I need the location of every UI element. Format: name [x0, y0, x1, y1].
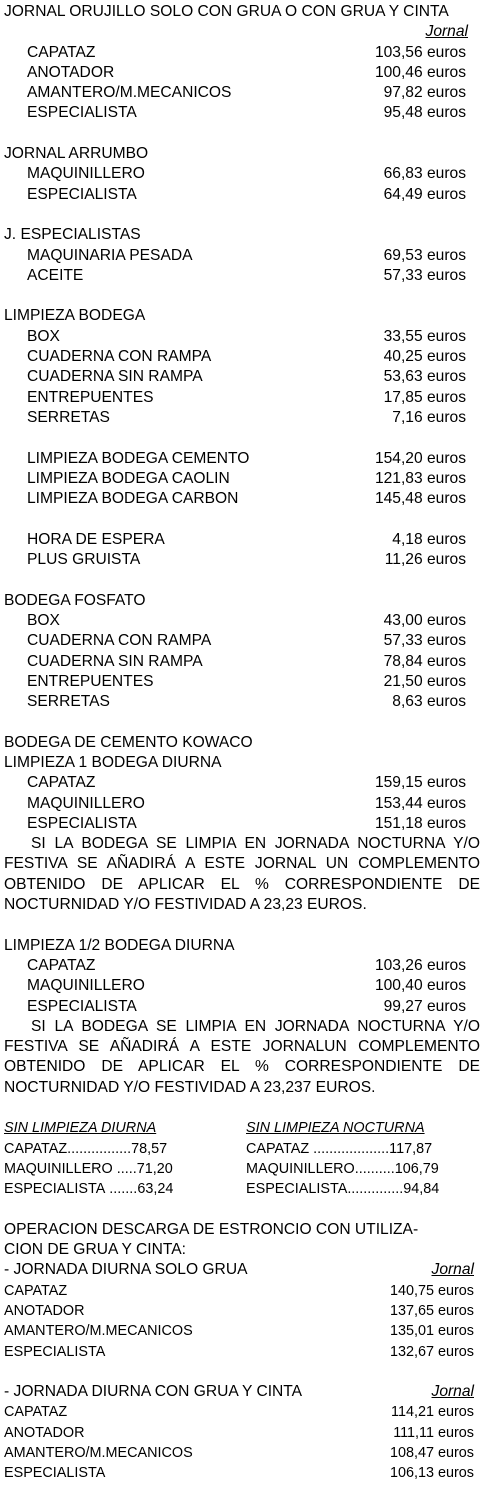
list-item	[0, 469, 488, 489]
list-item	[4, 1179, 246, 1199]
item-value: 145,48 euros	[374, 490, 466, 508]
list-item	[0, 449, 488, 469]
kowaco2-note-text: SI LA BODEGA SE LIMPIA EN JORNADA NOCTURNA Y/O FESTIVA SE AÑADIRÁ A ESTE JORNALUN COMPLEMENTO OBTENIDO DE APLICAR EL % CORRESPONDIENTE DE NOCTURNIDAD Y/O FESTIVIDAD A 23,237 EUROS.	[4, 1017, 480, 1096]
item-value: 95,48 euros	[383, 104, 466, 122]
spacer	[0, 1200, 488, 1220]
list-item	[0, 266, 488, 286]
item-value: 57,33 euros	[383, 266, 466, 284]
item-value: 7,16 euros	[392, 408, 466, 426]
item-value: 99,27 euros	[383, 997, 466, 1015]
item-label: CUADERNA CON RAMPA	[27, 632, 212, 650]
spacer	[0, 712, 488, 732]
list-item	[0, 794, 488, 814]
item-value: 100,40 euros	[374, 977, 466, 995]
item-value: 103,56 euros	[374, 43, 466, 61]
list-item	[0, 530, 488, 550]
limpieza-list	[0, 327, 488, 428]
list-item	[0, 388, 488, 408]
item-value: 135,01 euros	[389, 1323, 474, 1340]
item-label: ANOTADOR	[4, 1424, 85, 1441]
item-label: ESPECIALISTA	[27, 185, 137, 203]
item-label: CAPATAZ	[27, 956, 96, 974]
estroncio-cinta-header	[0, 1382, 488, 1402]
leader-dots: ..............	[347, 1181, 404, 1198]
item-label: MAQUINILLERO	[246, 1160, 355, 1177]
item-value: 106,13 euros	[389, 1465, 474, 1482]
sin-limpieza-nocturna	[246, 1118, 488, 1199]
jornal-label: Jornal	[431, 1383, 474, 1401]
section-title-orujillo: JORNAL ORUJILLO SOLO CON GRUA O CON GRUA Y CINTA	[4, 3, 449, 20]
list-item	[0, 1402, 488, 1422]
kowaco2-list	[0, 956, 488, 1017]
item-label: CUADERNA CON RAMPA	[27, 348, 212, 366]
item-label: MAQUINILLERO	[4, 1160, 113, 1177]
item-label: PLUS GRUISTA	[27, 551, 141, 569]
item-value: 140,75 euros	[389, 1282, 474, 1299]
item-value: 21,50 euros	[383, 672, 466, 690]
item-label: CAPATAZ	[27, 774, 96, 792]
list-item	[0, 652, 488, 672]
item-label: SERRETAS	[27, 408, 110, 426]
item-label: CAPATAZ	[4, 1282, 68, 1299]
item-label: BOX	[27, 327, 60, 345]
list-item	[4, 1139, 246, 1159]
item-value: 8,63 euros	[392, 693, 466, 711]
list-item	[0, 63, 488, 83]
sin-limpieza-diurna-title: SIN LIMPIEZA DIURNA	[4, 1120, 157, 1137]
item-value: 111,11 euros	[393, 1424, 474, 1441]
item-value: 69,53 euros	[383, 246, 466, 264]
list-item	[0, 1301, 488, 1321]
list-item	[0, 997, 488, 1017]
item-value: 153,44 euros	[374, 794, 466, 812]
item-value: 66,83 euros	[383, 165, 466, 183]
list-item	[0, 1423, 488, 1443]
list-item	[0, 631, 488, 651]
spacer	[0, 1362, 488, 1382]
item-label: LIMPIEZA BODEGA CARBON	[27, 490, 239, 508]
item-label: MAQUINILLERO	[27, 165, 145, 183]
especialistas-list	[0, 246, 488, 287]
item-label: CAPATAZ	[27, 43, 96, 61]
list-item	[246, 1159, 488, 1179]
item-label: ESPECIALISTA	[246, 1181, 348, 1198]
list-item	[0, 773, 488, 793]
spacer	[0, 570, 488, 590]
item-label: ENTREPUENTES	[27, 388, 154, 406]
section-title-fosfato: BODEGA FOSFATO	[4, 591, 146, 609]
leader-dots: .....	[112, 1160, 137, 1177]
leader-dots: ................	[67, 1140, 132, 1157]
list-item	[0, 185, 488, 205]
estroncio-cinta-list	[0, 1402, 488, 1483]
jornal-label: Jornal	[431, 1261, 474, 1279]
list-item	[0, 976, 488, 996]
item-label: AMANTERO/M.MECANICOS	[27, 84, 232, 102]
item-value: 53,63 euros	[383, 368, 466, 386]
item-value: 108,47 euros	[389, 1445, 474, 1462]
item-label: ESPECIALISTA	[4, 1343, 106, 1360]
leader-dots: ...................	[309, 1140, 390, 1157]
list-item	[246, 1139, 488, 1159]
sin-limpieza-diurna	[4, 1118, 246, 1199]
item-value: 159,15 euros	[374, 774, 466, 792]
item-value: 137,65 euros	[389, 1303, 474, 1319]
leader-dots: ..........	[354, 1160, 395, 1177]
list-item	[0, 83, 488, 103]
item-label: LIMPIEZA BODEGA CEMENTO	[27, 449, 250, 467]
item-value: 63,24	[137, 1181, 174, 1198]
item-label: ESPECIALISTA	[4, 1465, 106, 1482]
list-item	[4, 1159, 246, 1179]
list-item	[0, 956, 488, 976]
item-value: 64,49 euros	[383, 185, 466, 203]
list-item	[0, 43, 488, 63]
list-item	[246, 1179, 488, 1199]
item-value: 11,26 euros	[384, 551, 466, 569]
leader-dots: .......	[105, 1181, 138, 1198]
estroncio-grua-list	[0, 1281, 488, 1362]
sin-limpieza-columns	[0, 1118, 488, 1199]
list-item	[0, 611, 488, 631]
estroncio-cinta-title: - JORNADA DIURNA CON GRUA Y CINTA	[4, 1383, 303, 1401]
item-value: 121,83 euros	[374, 469, 466, 487]
section-title-arrumbo: JORNAL ARRUMBO	[4, 145, 149, 163]
spacer	[0, 428, 488, 448]
jornal-label: Jornal	[425, 23, 468, 41]
orujillo-list	[0, 43, 488, 124]
estroncio-grua-title: - JORNADA DIURNA SOLO GRUA	[4, 1261, 248, 1279]
estroncio-grua-header	[0, 1260, 488, 1280]
item-label: ACEITE	[27, 266, 84, 284]
list-item	[0, 489, 488, 509]
list-item	[0, 814, 488, 834]
list-item	[0, 672, 488, 692]
item-label: SERRETAS	[27, 693, 110, 711]
section-title-especialistas: J. ESPECIALISTAS	[4, 226, 141, 244]
kowaco1-list	[0, 773, 488, 834]
list-item	[0, 1321, 488, 1341]
item-value: 78,84 euros	[383, 652, 466, 670]
item-label: CAPATAZ	[4, 1404, 68, 1421]
item-label: MAQUINILLERO	[27, 794, 145, 812]
item-label: LIMPIEZA BODEGA CAOLIN	[27, 469, 230, 487]
item-value: 154,20 euros	[374, 449, 466, 467]
item-label: ESPECIALISTA	[27, 814, 137, 832]
item-value: 151,18 euros	[374, 814, 466, 832]
fosfato-list	[0, 611, 488, 712]
list-item	[0, 367, 488, 387]
list-item	[0, 1443, 488, 1463]
list-item	[0, 103, 488, 123]
item-label: CAPATAZ	[4, 1140, 68, 1157]
section-title-estroncio-1: OPERACION DESCARGA DE ESTRONCIO CON UTILIZA-	[4, 1220, 419, 1238]
item-value: 43,00 euros	[383, 611, 466, 629]
item-label: ESPECIALISTA	[27, 997, 137, 1015]
section-title-kowaco: BODEGA DE CEMENTO KOWACO	[4, 733, 253, 751]
list-item	[0, 1281, 488, 1301]
section-title-estroncio-2: CION DE GRUA Y CINTA:	[4, 1241, 186, 1259]
kowaco1-note	[0, 834, 488, 915]
item-label: CUADERNA SIN RAMPA	[27, 368, 203, 386]
section-subtitle-kowaco-1: LIMPIEZA 1 BODEGA DIURNA	[4, 753, 222, 771]
section-subtitle-kowaco-2: LIMPIEZA 1/2 BODEGA DIURNA	[4, 936, 235, 954]
list-item	[0, 327, 488, 347]
item-value: 94,84	[403, 1181, 440, 1198]
list-item	[0, 692, 488, 712]
item-label: ESPECIALISTA	[4, 1181, 106, 1198]
item-value: 40,25 euros	[383, 348, 466, 366]
arrumbo-list	[0, 164, 488, 205]
item-value: 103,26 euros	[374, 956, 466, 974]
spacer	[0, 1098, 488, 1118]
spacer	[0, 205, 488, 225]
sin-nocturna-list	[246, 1139, 488, 1200]
item-label: ESPECIALISTA	[27, 104, 137, 122]
item-value: 117,87	[389, 1140, 433, 1157]
item-label: MAQUINILLERO	[27, 977, 145, 995]
item-value: 78,57	[131, 1140, 168, 1157]
list-item	[0, 408, 488, 428]
extras-list	[0, 530, 488, 571]
item-value: 100,46 euros	[374, 63, 466, 81]
spacer	[0, 124, 488, 144]
item-label: MAQUINARIA PESADA	[27, 246, 193, 264]
kowaco2-note	[0, 1017, 488, 1098]
item-value: 17,85 euros	[383, 388, 466, 406]
item-label: HORA DE ESPERA	[27, 530, 165, 548]
list-item	[0, 347, 488, 367]
item-label: ANOTADOR	[4, 1303, 85, 1319]
list-item	[0, 246, 488, 266]
list-item	[0, 1342, 488, 1362]
item-value: 106,79	[394, 1160, 439, 1177]
list-item	[0, 1463, 488, 1483]
item-value: 97,82 euros	[383, 84, 466, 102]
limpieza-tipos-list	[0, 449, 488, 510]
sin-limpieza-nocturna-title: SIN LIMPIEZA NOCTURNA	[246, 1120, 425, 1137]
spacer	[0, 286, 488, 306]
item-value: 4,18 euros	[392, 530, 466, 548]
list-item	[0, 164, 488, 184]
item-value: 132,67 euros	[389, 1343, 474, 1360]
spacer	[0, 915, 488, 935]
kowaco1-note-text: SI LA BODEGA SE LIMPIA EN JORNADA NOCTURNA Y/O FESTIVA SE AÑADIRÁ A ESTE JORNAL UN COMPLEMENTO OBTENIDO DE APLICAR EL % CORRESPONDIENTE DE NOCTURNIDAD Y/O FESTIVIDAD A 23,23 EUROS.	[4, 835, 480, 914]
item-label: AMANTERO/M.MECANICOS	[4, 1445, 193, 1462]
sin-diurna-list	[4, 1139, 246, 1200]
item-value: 57,33 euros	[383, 632, 466, 650]
list-item	[0, 550, 488, 570]
section-title-limpieza: LIMPIEZA BODEGA	[4, 307, 146, 325]
item-label: CUADERNA SIN RAMPA	[27, 652, 203, 670]
item-label: AMANTERO/M.MECANICOS	[4, 1323, 193, 1340]
item-value: 114,21 euros	[391, 1404, 474, 1421]
item-value: 71,20	[136, 1160, 173, 1177]
item-label: ANOTADOR	[27, 63, 115, 81]
spacer	[0, 509, 488, 529]
item-label: BOX	[27, 611, 60, 629]
item-value: 33,55 euros	[383, 327, 466, 345]
item-label: CAPATAZ	[246, 1140, 310, 1157]
item-label: ENTREPUENTES	[27, 672, 154, 690]
